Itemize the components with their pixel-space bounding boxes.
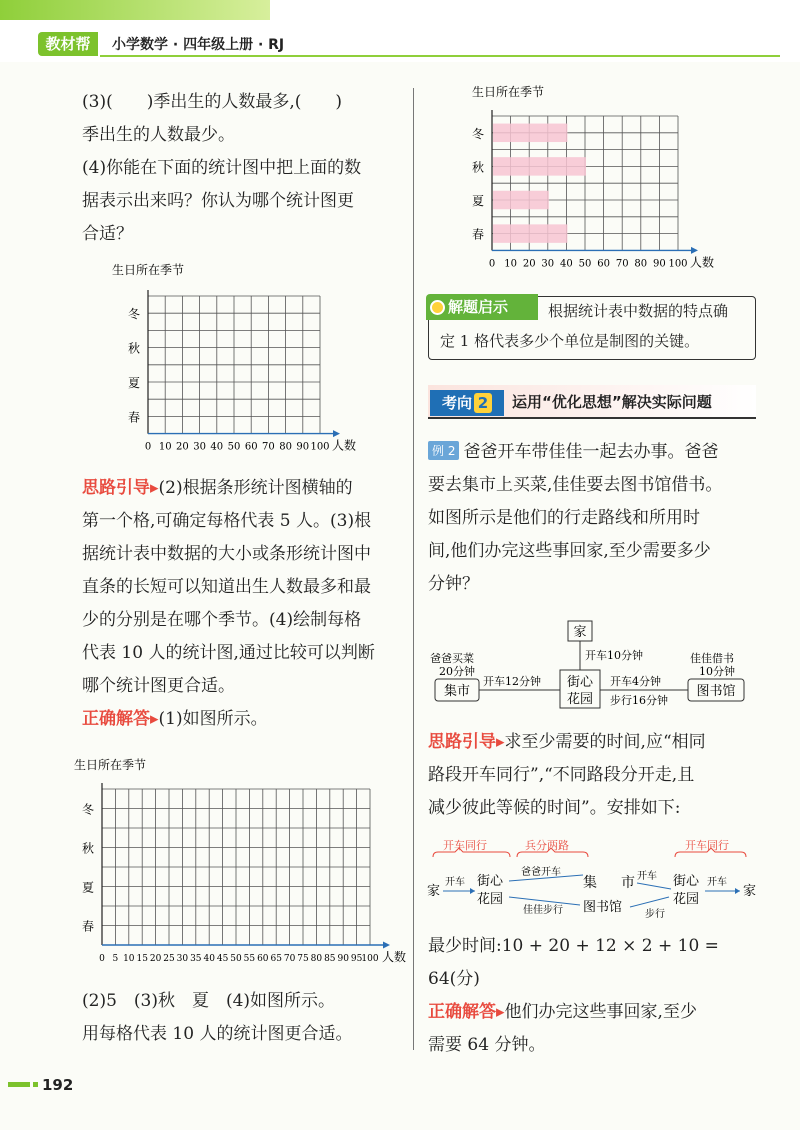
tick-label: 40: [210, 441, 224, 453]
answer-text: (1)如图所示。: [158, 709, 268, 729]
dad-buy-2: 20分钟: [439, 665, 475, 678]
ex-line-4: 分钟？: [428, 574, 479, 594]
right-guide-line-2: 减少彼此等候的时间”。安排如下:: [428, 798, 681, 818]
category-label: 春: [127, 410, 141, 425]
right-guide-label: 思路引导: [428, 732, 496, 752]
bar: [493, 124, 567, 142]
chart-title: 生日所在季节: [74, 758, 147, 772]
plan-drive-2: 开车: [637, 871, 657, 882]
category-label: 秋: [127, 341, 141, 356]
header-rule: [100, 55, 780, 57]
tick-label: 20: [149, 954, 162, 964]
tick-label: 50: [230, 954, 242, 964]
bar: [493, 191, 549, 209]
category-label: 夏: [471, 194, 485, 208]
tick-label: 80: [279, 441, 292, 453]
plan-garden2-a: 街心: [673, 874, 700, 889]
jia-borrow-2: 10分钟: [699, 665, 735, 678]
plan-arrow-jia: [509, 897, 580, 905]
category-label: 春: [471, 227, 485, 242]
tick-label: 90: [296, 441, 310, 453]
plan-home2: 家: [743, 884, 757, 899]
q3-line1: (3)( )季出生的人数最多,( ): [82, 92, 343, 112]
example-tag: 例 2: [428, 441, 459, 460]
tick-label: 35: [190, 954, 202, 964]
plan-garden1-a: 街心: [477, 874, 504, 889]
category-label: 夏: [81, 880, 95, 895]
tick-label: 40: [560, 258, 573, 270]
header-band: [0, 0, 270, 20]
hint-line1: 根据统计表中数据的特点确: [548, 302, 729, 320]
page-bar: [8, 1082, 30, 1087]
plan-arrow-walk: [630, 897, 669, 907]
ex-line-3: 间,他们办完这些事回家,至少需要多少: [428, 541, 711, 561]
column-divider: [413, 88, 414, 1050]
page-dot: [33, 1082, 38, 1087]
header-title: 小学数学 · 四年级上册 · RJ: [112, 37, 285, 53]
left-answer2: [82, 985, 407, 1051]
kaoxiang-tag: 考向 2: [430, 390, 504, 416]
market-label: 集市: [443, 684, 471, 699]
category-label: 冬: [471, 126, 485, 141]
right-guide-line-0: 求至少需要的时间,应“相同: [504, 732, 706, 752]
tick-label: 90: [653, 258, 666, 270]
tick-label: 70: [615, 258, 629, 270]
lightbulb-icon: [430, 300, 445, 315]
plan-drive-1: 开车: [445, 877, 465, 888]
x-axis-label: 人数: [690, 255, 715, 270]
tick-label: 5: [112, 954, 119, 964]
split-label: 兵分两路: [525, 839, 569, 852]
tick-label: 0: [488, 258, 496, 270]
together2-label: 开车同行: [685, 839, 729, 852]
plan-jia-walk: 佳佳步行: [523, 905, 563, 916]
tick-label: 80: [634, 258, 648, 270]
guide-label: 思路引导: [82, 478, 150, 498]
ans2-line2: 用每格代表 10 人的统计图更合适。: [82, 1024, 353, 1044]
x-axis-label: 人数: [332, 438, 357, 453]
plan-home: 家: [427, 884, 441, 899]
hint-line2: 定 1 格代表多少个单位是制图的关键。: [440, 332, 700, 350]
tick-label: 30: [193, 441, 206, 453]
jia-borrow-1: 佳佳借书: [690, 652, 734, 665]
tick-label: 30: [541, 258, 555, 270]
together1-label: 开车同行: [443, 839, 487, 852]
tick-label: 65: [270, 954, 282, 964]
plan-shi: 市: [621, 875, 635, 891]
tick-label: 85: [324, 954, 336, 964]
category-label: 夏: [127, 376, 141, 390]
library-label: 图书馆: [696, 684, 736, 699]
plan-arrow-2: [637, 883, 671, 889]
x-axis-arrowhead: [333, 430, 340, 437]
guide-line-0: (2)根据条形统计图横轴的: [158, 478, 353, 498]
chart-title: 生日所在季节: [112, 263, 185, 277]
tick-label: 100: [361, 954, 379, 964]
calc-line: 最少时间:10 + 20 + 12 × 2 + 10 = 64(分): [428, 936, 719, 989]
drive12-label: 开车12分钟: [483, 675, 541, 688]
guide-line-5: 代表 10 人的统计图,通过比较可以判断: [82, 643, 375, 663]
q4-line1: (4)你能在下面的统计图中把上面的数: [82, 158, 362, 178]
plan-diagram: [425, 835, 770, 920]
example-text: [428, 436, 768, 601]
chart-filled-10: [470, 82, 760, 282]
tick-label: 80: [310, 954, 323, 964]
dad-buy-1: 爸爸买菜: [430, 652, 474, 665]
guide-line-1: 第一个格,可确定每格代表 5 人。(3)根: [82, 511, 372, 531]
tick-label: 0: [99, 954, 105, 964]
left-question-text: [82, 86, 407, 251]
tick-label: 70: [283, 954, 296, 964]
route-diagram: [425, 615, 770, 715]
bar: [493, 224, 567, 242]
home-label: 家: [573, 625, 587, 640]
tick-label: 60: [244, 441, 258, 453]
plan-library: 图书馆: [583, 900, 623, 915]
tick-label: 30: [176, 954, 189, 964]
kaoxiang-title: 运用“优化思想”解决实际问题: [512, 393, 712, 411]
bar: [493, 157, 586, 175]
right-guide-line-1: 路段开车同行”,“不同路段分开走,且: [428, 765, 695, 785]
hint-tag: 解题启示: [426, 294, 538, 320]
header-badge: 教材帮: [38, 32, 98, 56]
x-axis-arrowhead: [691, 247, 698, 254]
drive10-label: 开车10分钟: [585, 649, 643, 662]
tick-label: 20: [522, 258, 536, 270]
tick-label: 10: [158, 441, 172, 453]
page-number: 192: [42, 1076, 74, 1094]
ans2-line1: (2)5 (3)秋 夏 (4)如图所示。: [82, 991, 336, 1011]
tick-label: 90: [337, 954, 349, 964]
tick-label: 60: [257, 954, 269, 964]
category-label: 冬: [127, 307, 141, 322]
plan-drive-3: 开车: [707, 877, 727, 888]
x-axis-label: 人数: [382, 950, 407, 964]
tick-label: 0: [144, 441, 152, 453]
tick-label: 75: [297, 954, 309, 964]
tick-label: 20: [176, 441, 189, 453]
left-guide: 思路引导▸(2)根据条形统计图横轴的 第一个格,可确定每格代表 5 人。(3)根 据统计表中数据的大小或条形统计图中 直条的长短可以知道出生人数最多和最 少的分别是在哪个季节。(4)绘制每格 代表 10 人的统计图,通过比较可以判断 哪个统计图更合适。 正确解答▸(1)如图所示。: [82, 472, 407, 736]
tick-label: 10: [504, 258, 517, 270]
tick-label: 100: [310, 441, 330, 453]
tick-label: 100: [668, 258, 688, 270]
chart-title: 生日所在季节: [472, 85, 545, 99]
category-label: 春: [81, 919, 95, 934]
garden-line2: 花园: [566, 692, 594, 707]
right-answer-line1: 他们办完这些事回家,至少: [504, 1002, 697, 1022]
plan-garden2-b: 花园: [673, 892, 700, 907]
answer-label: 正确解答: [82, 709, 150, 729]
tick-label: 50: [578, 258, 592, 270]
right-guide: 思路引导▸求至少需要的时间,应“相同 路段开车同行”,“不同路段分开走,且 减少彼此等候的时间”。安排如下:: [428, 726, 768, 825]
guide-line-6: 哪个统计图更合适。: [82, 676, 235, 696]
q4-line2: 据表示出来吗？你认为哪个统计图更: [82, 191, 354, 211]
x-axis-arrowhead: [383, 942, 390, 949]
kaoxiang-num: 2: [474, 393, 492, 413]
guide-line-2: 据统计表中数据的大小或条形统计图中: [82, 544, 371, 564]
right-answer: 最少时间:10 + 20 + 12 × 2 + 10 = 64(分) 正确解答▸他们办完这些事回家,至少 需要 64 分钟。: [428, 930, 768, 1062]
chart-blank-5: [72, 755, 412, 977]
plan-walk: 步行: [645, 909, 665, 920]
tick-label: 25: [163, 954, 175, 964]
plan-dad-drive: 爸爸开车: [521, 867, 561, 878]
plan-arrowhead-1: [470, 888, 475, 894]
chart-blank-10: [110, 260, 380, 460]
ex-line-1: 要去集市上买菜,佳佳要去图书馆借书。: [428, 475, 723, 495]
tick-label: 55: [243, 954, 256, 964]
tick-label: 60: [597, 258, 610, 270]
category-label: 秋: [81, 841, 95, 856]
guide-line-4: 少的分别是在哪个季节。(4)绘制每格: [82, 610, 362, 630]
plan-ji: 集: [583, 875, 597, 891]
tick-label: 95: [350, 954, 363, 964]
tick-label: 10: [123, 954, 135, 964]
category-label: 冬: [81, 802, 95, 817]
walk16-label: 步行16分钟: [610, 694, 668, 707]
right-answer-label: 正确解答: [428, 1002, 496, 1022]
ex-line-2: 如图所示是他们的行走路线和所用时: [428, 508, 700, 528]
garden-line1: 街心: [566, 675, 594, 690]
plan-arrowhead-3: [735, 888, 740, 894]
ex-line-0: 爸爸开车带佳佳一起去办事。爸爸: [463, 442, 719, 462]
tick-label: 15: [136, 954, 148, 964]
guide-line-3: 直条的长短可以知道出生人数最多和最: [82, 577, 371, 597]
q4-line3: 合适？: [82, 224, 133, 244]
right-answer-line2: 需要 64 分钟。: [428, 1035, 546, 1055]
tick-label: 45: [216, 954, 229, 964]
tick-label: 70: [262, 441, 275, 453]
drive4-label: 开车4分钟: [610, 675, 661, 688]
plan-garden1-b: 花园: [477, 892, 504, 907]
tick-label: 40: [203, 954, 215, 964]
category-label: 秋: [471, 160, 485, 175]
q3-line2: 季出生的人数最少。: [82, 125, 235, 145]
tick-label: 50: [227, 441, 241, 453]
